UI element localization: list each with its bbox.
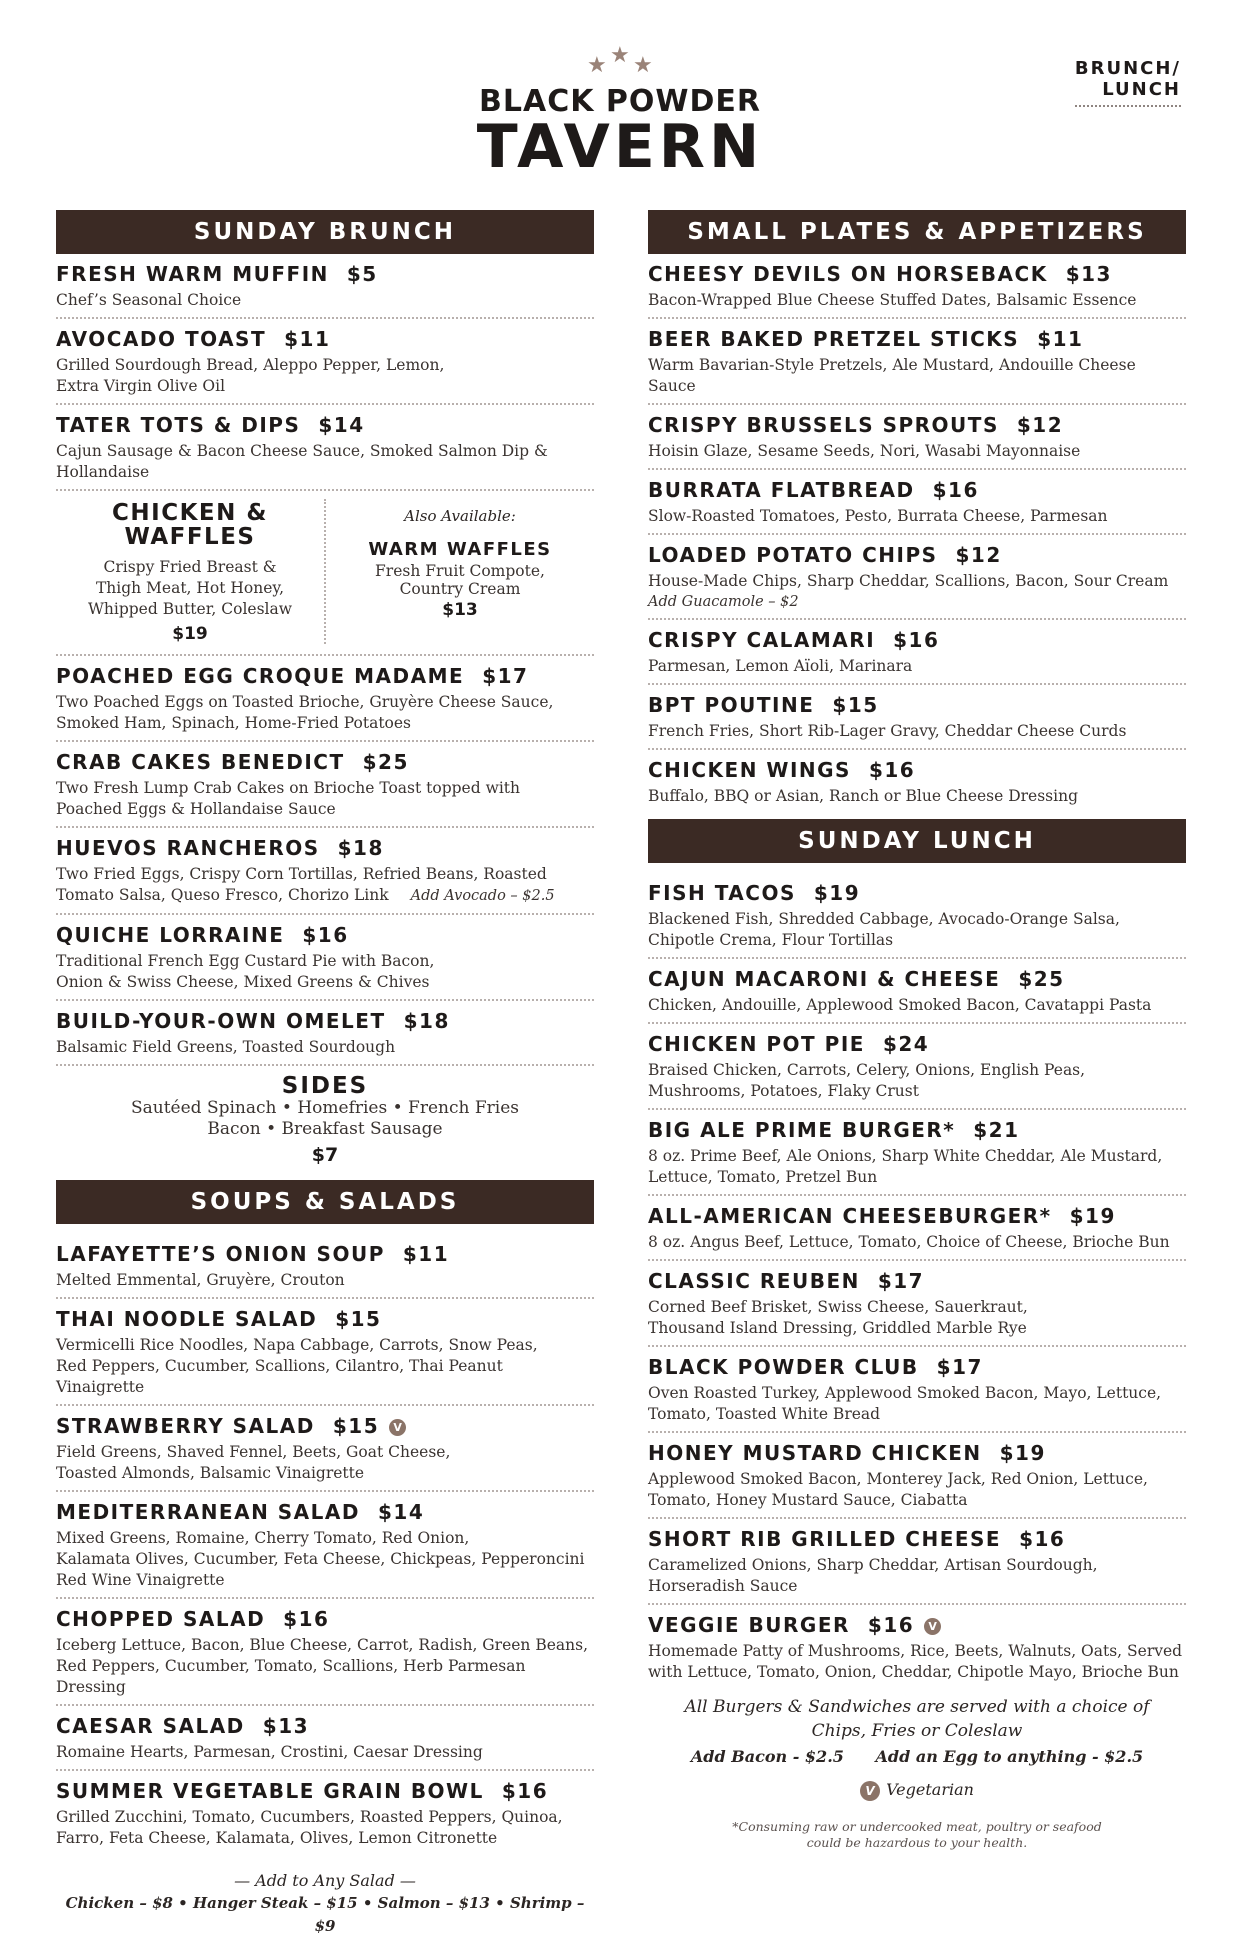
vegetarian-icon: V (389, 1419, 406, 1436)
menu-item-price: $16 (867, 1613, 915, 1637)
add-to-salad-block (56, 1869, 594, 1938)
menu-item (56, 254, 594, 319)
burger-sandwich-note: All Burgers & Sandwiches are served with a choice of Chips, Fries or Coleslaw (684, 1697, 1150, 1741)
menu-item (56, 1299, 594, 1406)
menu-item-header (648, 628, 1186, 653)
menu-item-header (648, 327, 1186, 352)
star-icon: ★ (610, 43, 630, 68)
menu-item-price: $17 (936, 1355, 983, 1379)
sides-block (56, 1066, 594, 1176)
menu-item-description: Applewood Smoked Bacon, Monterey Jack, Red Onion, Lettuce, Tomato, Honey Mustard Sauce, Ciabatta (648, 1470, 1148, 1509)
menu-item-description: Iceberg Lettuce, Bacon, Blue Cheese, Carrot, Radish, Green Beans, Red Peppers, Cucumber, Tomato, Scallions, Herb Parmesan Dressing (56, 1636, 589, 1696)
vegetarian-icon: V (860, 1781, 880, 1801)
menu-item-description: Homemade Patty of Mushrooms, Rice, Beets, Walnuts, Oats, Served with Lettuce, Tomato, Onion, Cheddar, Chipotle Mayo, Brioche Bun (648, 1642, 1183, 1681)
menu-item-header (56, 327, 594, 352)
menu-item-header (56, 413, 594, 438)
menu-item-description: Blackened Fish, Shredded Cabbage, Avocado-Orange Salsa, Chipotle Crema, Flour Tortillas (648, 910, 1120, 949)
menu-item-name: BPT POUTINE (648, 693, 815, 717)
menu-item-price: $13 (1065, 262, 1112, 286)
menu-item-name: ALL-AMERICAN CHEESEBURGER* (648, 1204, 1052, 1228)
menu-item (648, 620, 1186, 685)
raw-food-disclaimer: *Consuming raw or undercooked meat, poultry or seafood could be hazardous to your health. (732, 1819, 1102, 1850)
warm-waffles-price: $13 (442, 600, 478, 620)
menu-item-header (648, 1441, 1186, 1466)
sides-line-2: Bacon • Breakfast Sausage (207, 1119, 443, 1139)
menu-item-name: CRAB CAKES BENEDICT (56, 750, 345, 774)
menu-item-price: $25 (1018, 967, 1065, 991)
menu-item-header (648, 262, 1186, 287)
menu-item-description: Cajun Sausage & Bacon Cheese Sauce, Smoked Salmon Dip & Hollandaise (56, 442, 548, 481)
menu-item-description: French Fries, Short Rib-Lager Gravy, Cheddar Cheese Curds (648, 722, 1127, 740)
add-bacon-note: Add Bacon - $2.5 (690, 1747, 844, 1766)
menu-item-price: $19 (813, 881, 861, 905)
menu-item-price: $11 (284, 327, 331, 351)
menu-item-price: $15 (332, 1414, 380, 1438)
menu-item-price: $21 (973, 1118, 1020, 1142)
chicken-waffles-title-line1: CHICKEN & (112, 500, 268, 526)
menu-item-price: $12 (955, 543, 1002, 567)
menu-item-name: CHICKEN WINGS (648, 758, 851, 782)
menu-item-description: 8 oz. Prime Beef, Ale Onions, Sharp White Cheddar, Ale Mustard, Lettuce, Tomato, Pretzel Bun (648, 1147, 1163, 1186)
menu-item (648, 535, 1186, 620)
menu-item (648, 959, 1186, 1024)
chicken-waffles-title (56, 501, 324, 549)
menu-item-header (56, 750, 594, 775)
sunday-lunch-items (648, 873, 1186, 1689)
menu-item-header (56, 1607, 594, 1632)
menu-item (648, 319, 1186, 405)
vegetarian-legend-label: Vegetarian (886, 1780, 974, 1799)
menu-item-price: $5 (346, 262, 378, 286)
menu-item-header (648, 478, 1186, 503)
add-to-salad-options: Chicken – $8 • Hanger Steak – $15 • Salmon – $13 • Shrimp – $9 (65, 1894, 585, 1935)
add-egg-note: Add an Egg to anything - $2.5 (875, 1747, 1144, 1766)
menu-item-header (648, 1269, 1186, 1294)
menu-item-header (648, 881, 1186, 906)
menu-item-price: $17 (482, 664, 529, 688)
chicken-waffles-price: $19 (172, 624, 208, 644)
add-to-salad-title: — Add to Any Salad — (234, 1871, 416, 1890)
menu-item-name: VEGGIE BURGER (648, 1613, 850, 1637)
menu-item (56, 828, 594, 915)
menu-item (56, 742, 594, 828)
logo-stars (575, 45, 665, 80)
menu-item-description: Grilled Zucchini, Tomato, Cucumbers, Roasted Peppers, Quinoa, Farro, Feta Cheese, Kalamata, Olives, Lemon Citronette (56, 1808, 563, 1847)
menu-item-name: SHORT RIB GRILLED CHEESE (648, 1527, 1002, 1551)
left-column (56, 210, 594, 1938)
menu-item-description: Braised Chicken, Carrots, Celery, Onions, English Peas, Mushrooms, Potatoes, Flaky Crust (648, 1061, 1086, 1100)
menu-type-label (1075, 58, 1181, 107)
menu-item-price: $16 (868, 758, 916, 782)
menu-item-name: AVOCADO TOAST (56, 327, 267, 351)
menu-item (648, 873, 1186, 959)
menu-item-description: Vermicelli Rice Noodles, Napa Cabbage, Carrots, Snow Peas, Red Peppers, Cucumber, Scallions, Cilantro, Thai Peanut Vinaigrette (56, 1336, 538, 1396)
menu-item-price: $24 (882, 1032, 930, 1056)
menu-item (648, 1605, 1186, 1689)
menu-item-description: Traditional French Egg Custard Pie with Bacon, Onion & Swiss Cheese, Mixed Greens & Chives (56, 952, 435, 991)
vegetarian-icon: V (924, 1618, 941, 1635)
menu-item-name: POACHED EGG CROQUE MADAME (56, 664, 465, 688)
menu-item-description: Two Poached Eggs on Toasted Brioche, Gruyère Cheese Sauce, Smoked Ham, Spinach, Home-Fried Potatoes (56, 693, 554, 732)
menu-item-header (648, 1032, 1186, 1057)
menu-item (648, 1433, 1186, 1519)
menu-item-name: CHEESY DEVILS ON HORSEBACK (648, 262, 1048, 286)
menu-item-price: $19 (999, 1441, 1046, 1465)
menu-item-description: Chef’s Seasonal Choice (56, 291, 242, 309)
menu-header (0, 0, 1243, 200)
menu-item (648, 685, 1186, 750)
menu-item-name: TATER TOTS & DIPS (56, 413, 301, 437)
menu-type-line1: BRUNCH/ (1074, 58, 1181, 79)
menu-item-description: Grilled Sourdough Bread, Aleppo Pepper, Lemon, Extra Virgin Olive Oil (56, 356, 445, 395)
menu-item-price: $16 (932, 478, 979, 502)
menu-item-name: FRESH WARM MUFFIN (56, 262, 329, 286)
vegetarian-legend (648, 1780, 1186, 1801)
menu-item-header (648, 1527, 1186, 1552)
menu-item-header (56, 923, 594, 948)
menu-item-description: Two Fresh Lump Crab Cakes on Brioche Toast topped with Poached Eggs & Hollandaise Sauce (56, 779, 521, 818)
menu-item-header (56, 1414, 594, 1439)
menu-item-name: QUICHE LORRAINE (56, 923, 285, 947)
menu-item-description: Bacon-Wrapped Blue Cheese Stuffed Dates, Balsamic Essence (648, 291, 1137, 309)
menu-item-header (648, 543, 1186, 568)
soups-salads-items (56, 1234, 594, 1855)
sides-line-1: Sautéed Spinach • Homefries • French Fries (131, 1098, 519, 1118)
small-plates-items (648, 254, 1186, 813)
menu-item-price: $18 (337, 836, 384, 860)
menu-item (648, 1519, 1186, 1605)
menu-item (648, 1347, 1186, 1433)
menu-item-header (648, 758, 1186, 783)
menu-item-price: $25 (362, 750, 409, 774)
menu-item-name: BURRATA FLATBREAD (648, 478, 915, 502)
menu-item-description: 8 oz. Angus Beef, Lettuce, Tomato, Choice of Cheese, Brioche Bun (648, 1233, 1170, 1251)
menu-item-header (56, 1500, 594, 1525)
menu-item (56, 319, 594, 405)
menu-item-price: $12 (1016, 413, 1064, 437)
warm-waffles-desc: Fresh Fruit Compote, Country Cream (375, 562, 545, 598)
section-banner-soups-salads: SOUPS & SALADS (56, 1180, 594, 1224)
menu-item-header (56, 836, 594, 861)
menu-item-price: $14 (377, 1500, 425, 1524)
menu-item-price: $11 (402, 1242, 450, 1266)
menu-item-price: $18 (403, 1009, 450, 1033)
menu-item-price: $11 (1037, 327, 1084, 351)
menu-item-name: FISH TACOS (648, 881, 796, 905)
menu-item-name: CHICKEN POT PIE (648, 1032, 865, 1056)
menu-item-name: CHOPPED SALAD (56, 1607, 266, 1631)
menu-item-addon: Add Avocado – $2.5 (410, 888, 555, 904)
section-banner-sunday-brunch: SUNDAY BRUNCH (56, 210, 594, 254)
menu-item-description-text: Two Fried Eggs, Crispy Corn Tortillas, Refried Beans, Roasted Tomato Salsa, Queso Fresco, Chorizo Link (56, 865, 547, 904)
chicken-waffles-desc: Crispy Fried Breast & Thigh Meat, Hot Honey, Whipped Butter, Coleslaw (87, 558, 293, 618)
star-icon: ★ (633, 53, 653, 78)
menu-item (56, 656, 594, 742)
menu-item-description: Romaine Hearts, Parmesan, Crostini, Caesar Dressing (56, 1743, 483, 1761)
warm-waffles-alt (326, 499, 594, 644)
menu-item-description: Warm Bavarian-Style Pretzels, Ale Mustard, Andouille Cheese Sauce (648, 356, 1136, 395)
section-banner-small-plates: SMALL PLATES & APPETIZERS (648, 210, 1186, 254)
chicken-waffles-main (56, 499, 326, 644)
menu-item (56, 1492, 594, 1599)
section-banner-sunday-lunch: SUNDAY LUNCH (648, 819, 1186, 863)
menu-item-price: $16 (1019, 1527, 1066, 1551)
menu-item-header (56, 1779, 594, 1804)
menu-item-header (648, 693, 1186, 718)
menu-item-price: $16 (283, 1607, 330, 1631)
menu-item-header (648, 413, 1186, 438)
menu-item-description: Mixed Greens, Romaine, Cherry Tomato, Red Onion, Kalamata Olives, Cucumber, Feta Cheese, Chickpeas, Pepperoncini Red Wine Vinaigrette (56, 1529, 585, 1589)
menu-item-description: Hoisin Glaze, Sesame Seeds, Nori, Wasabi Mayonnaise (648, 442, 1081, 460)
menu-item-header (56, 1714, 594, 1739)
menu-item-name: MEDITERRANEAN SALAD (56, 1500, 360, 1524)
menu-item-name: CRISPY CALAMARI (648, 628, 876, 652)
menu-item (56, 1706, 594, 1771)
menu-item-name: CAESAR SALAD (56, 1714, 245, 1738)
menu-item-header (56, 664, 594, 689)
menu-item-name: BLACK POWDER CLUB (648, 1355, 919, 1379)
menu-item-name: BIG ALE PRIME BURGER* (648, 1118, 956, 1142)
logo-text-main: TAVERN (476, 112, 764, 182)
menu-item-price: $16 (302, 923, 349, 947)
menu-item-description: Melted Emmental, Gruyère, Crouton (56, 1271, 345, 1289)
menu-item-description: Balsamic Field Greens, Toasted Sourdough (56, 1038, 396, 1056)
menu-item-header (56, 1009, 594, 1034)
menu-item (648, 1110, 1186, 1196)
menu-item-price: $15 (832, 693, 879, 717)
menu-item-description: Oven Roasted Turkey, Applewood Smoked Bacon, Mayo, Lettuce, Tomato, Toasted White Bread (648, 1384, 1162, 1423)
menu-item (56, 1406, 594, 1492)
sides-title: SIDES (281, 1073, 369, 1099)
menu-item-price: $17 (877, 1269, 925, 1293)
chicken-waffles-block (56, 491, 594, 656)
burger-addons (648, 1747, 1186, 1766)
menu-item-name: LAFAYETTE’S ONION SOUP (56, 1242, 385, 1266)
menu-item (648, 1196, 1186, 1261)
menu-item-header (648, 1613, 1186, 1638)
menu-item-price: $16 (501, 1779, 549, 1803)
menu-item (56, 1234, 594, 1299)
menu-item (648, 470, 1186, 535)
menu-item-price: $16 (893, 628, 940, 652)
menu-item (56, 405, 594, 491)
brunch-items-bottom (56, 656, 594, 1066)
menu-item-header (648, 1355, 1186, 1380)
menu-item-name: CAJUN MACARONI & CHEESE (648, 967, 1001, 991)
menu-item-name: CLASSIC REUBEN (648, 1269, 860, 1293)
menu-item (56, 1771, 594, 1855)
menu-item-name: CRISPY BRUSSELS SPROUTS (648, 413, 999, 437)
menu-item-price: $13 (262, 1714, 310, 1738)
menu-item (648, 750, 1186, 813)
menu-type-line2: LUNCH (1102, 79, 1181, 100)
logo-text-top: BLACK POWDER (479, 84, 761, 119)
menu-item (56, 915, 594, 1001)
menu-item-header (648, 1204, 1186, 1229)
right-column (648, 210, 1186, 1851)
menu-item-name: BEER BAKED PRETZEL STICKS (648, 327, 1020, 351)
menu-item-description: House-Made Chips, Sharp Cheddar, Scallions, Bacon, Sour Cream (648, 572, 1169, 590)
menu-item-name: SUMMER VEGETABLE GRAIN BOWL (56, 1779, 484, 1803)
menu-item-description: Slow-Roasted Tomatoes, Pesto, Burrata Cheese, Parmesan (648, 507, 1108, 525)
chicken-waffles-title-line2: WAFFLES (124, 524, 256, 550)
menu-item-name: HONEY MUSTARD CHICKEN (648, 1441, 982, 1465)
menu-item (56, 1001, 594, 1066)
menu-item-description: Parmesan, Lemon Aïoli, Marinara (648, 657, 913, 675)
menu-item-header (648, 967, 1186, 992)
menu-item (56, 1599, 594, 1706)
menu-item (648, 405, 1186, 470)
menu-item-header (56, 1307, 594, 1332)
menu-item-addon: Add Guacamole – $2 (648, 594, 799, 610)
menu-item-description: Corned Beef Brisket, Swiss Cheese, Sauerkraut, Thousand Island Dressing, Griddled Marble Rye (648, 1298, 1028, 1337)
menu-item-description: Caramelized Onions, Sharp Cheddar, Artisan Sourdough, Horseradish Sauce (648, 1556, 1098, 1595)
menu-item-price: $15 (335, 1307, 382, 1331)
menu-item-name: THAI NOODLE SALAD (56, 1307, 318, 1331)
menu-item-name: LOADED POTATO CHIPS (648, 543, 938, 567)
menu-item-name: HUEVOS RANCHEROS (56, 836, 320, 860)
menu-item-description: Buffalo, BBQ or Asian, Ranch or Blue Cheese Dressing (648, 787, 1078, 805)
also-available-label: Also Available: (404, 507, 516, 525)
menu-item-price: $19 (1069, 1204, 1116, 1228)
menu-item-description (56, 864, 594, 907)
menu-item-name: BUILD-YOUR-OWN OMELET (56, 1009, 386, 1033)
sides-price: $7 (311, 1144, 339, 1166)
menu-item (648, 1261, 1186, 1347)
warm-waffles-title: WARM WAFFLES (368, 539, 552, 560)
menu-item-header (56, 1242, 594, 1267)
menu-item-header (648, 1118, 1186, 1143)
menu-item-description: Chicken, Andouille, Applewood Smoked Bacon, Cavatappi Pasta (648, 996, 1152, 1014)
menu-item-description: Field Greens, Shaved Fennel, Beets, Goat Cheese, Toasted Almonds, Balsamic Vinaigrette (56, 1443, 451, 1482)
brunch-items-top (56, 254, 594, 491)
menu-item-name: STRAWBERRY SALAD (56, 1414, 315, 1438)
star-icon: ★ (587, 53, 607, 78)
menu-item-header (56, 262, 594, 287)
menu-item (648, 1024, 1186, 1110)
menu-item-price: $14 (318, 413, 365, 437)
menu-item (648, 254, 1186, 319)
